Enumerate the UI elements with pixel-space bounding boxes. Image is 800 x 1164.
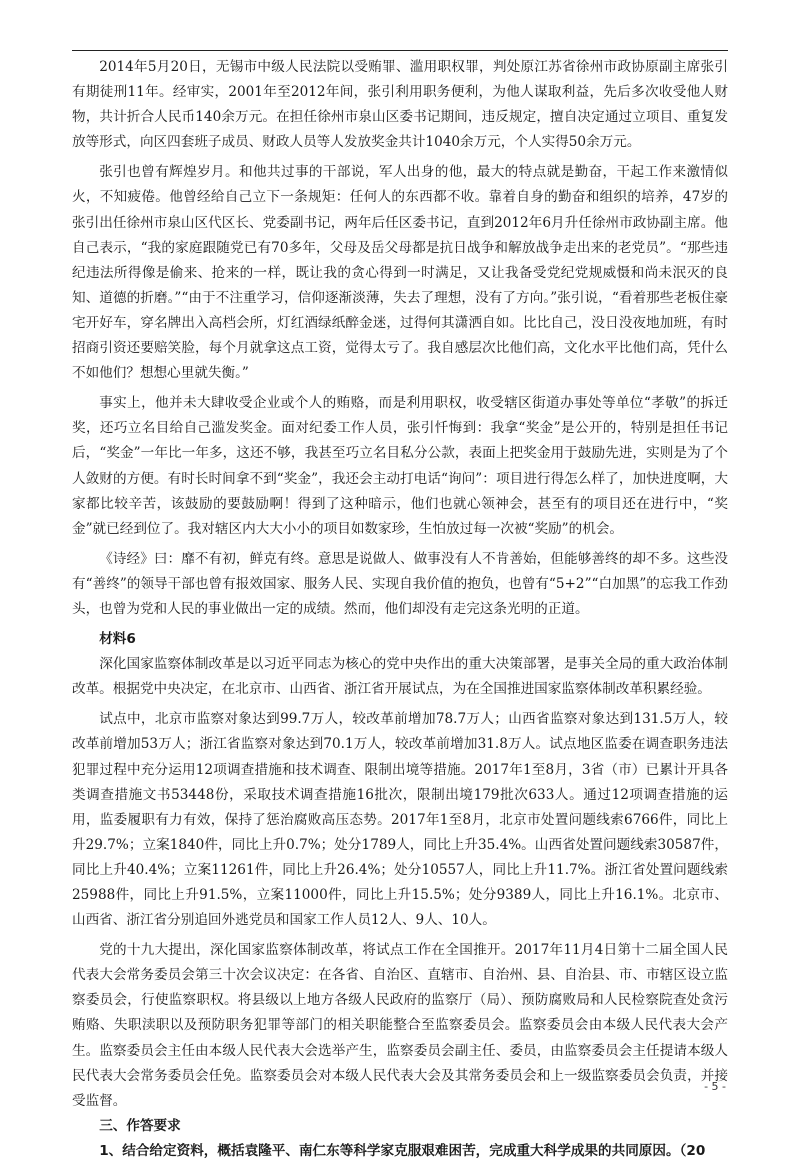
- paragraph-supervision-reform: 深化国家监察体制改革是以习近平同志为核心的党中央作出的重大决策部署，是事关全局的重大政治体制改革。根据党中央决定，在北京市、山西省、浙江省开展试点，为在全国推进国家监察体制改革积累经验。: [72, 656, 728, 698]
- paragraph-zhangyin-background: 张引也曾有辉煌岁月。和他共过事的干部说，军人出身的他，最大的特点就是勤奋，干起工作来激情似火，不知疲倦。他曾经给自己立下一条规矩：任何人的东西都不收。靠着自身的勤奋和组织的培养，47岁的张引出任徐州市泉山区代区长、党委副书记，两年后任区委书记，直到2012年6月升任徐州市政协副主席。他自己表示，“我的家庭跟随党已有70多年，父母及岳父母都是抗日战争和解放战争走出来的老党员”。“那些违纪违法所得像是偷来、抢来的一样，既让我的贪心得到一时满足，又让我备受党纪党规威慑和尚未泯灭的良知、道德的折磨。”“由于不注重学习，信仰逐渐淡薄，失去了理想，没有了方向。”张引说，“看着那些老板住豪宅开好车，穿名牌出入高档会所，灯红酒绿纸醉金迷，过得何其潇洒自如。比比自己，没日没夜地加班，有时招商引资还要赔笑脸，每个月就拿这点工资，觉得太亏了。我自感层次比他们高，文化水平比他们高，凭什么不如他们？想想心里就失衡。”: [72, 164, 728, 382]
- paragraph-shijing-quote: 《诗经》曰：靡不有初，鲜克有终。意思是说做人、做事没有人不肯善始，但能够善终的却不多。这些没有“善终”的领导干部也曾有报效国家、服务人民、实现自我价值的抱负，也曾有“5+2”“白加黑”的忘我工作劲头，也曾为党和人民的事业做出一定的成绩。然而，他们却没有走完这条光明的正道。: [72, 550, 728, 617]
- material-6-heading: 材料6: [99, 631, 136, 648]
- paragraph-zhangyin-bonus: 事实上，他并未大肆收受企业或个人的贿赂，而是利用职权，收受辖区街道办事处等单位“孝敬”的拆迁奖，还巧立名目给自己滥发奖金。面对纪委工作人员，张引忏悔到：我拿“奖金”是公开的，特别是担任书记后，“奖金”一年比一年多，这还不够，我甚至巧立名目私分公款，表面上把奖金用于鼓励先进，实则是为了个人敛财的方便。有时长时间拿不到“奖金”，我还会主动打电话“询问”：项目进行得怎么样了，加快进度啊，大家都比较辛苦，该鼓励的要鼓励啊！得到了这种暗示，他们也就心领神会，甚至有的项目还在进行中，“奖金”就已经到位了。我对辖区内大大小小的项目如数家珍，生怕放过每一次被“奖励”的机会。: [72, 395, 728, 537]
- header-rule: [72, 50, 728, 51]
- question-1: 1、结合给定资料，概括袁隆平、南仁东等科学家克服艰难困苦，完成重大科学成果的共同原因。（20: [99, 1142, 706, 1159]
- paragraph-pilot-statistics: 试点中，北京市监察对象达到99.7万人，较改革前增加78.7万人；山西省监察对象达到131.5万人，较改革前增加53万人；浙江省监察对象达到70.1万人，较改革前增加31.8万人。试点地区监委在调查职务违法犯罪过程中充分运用12项调查措施和技术调查、限制出境等措施。2017年1至8月，3省（市）已累计开具各类调查措施文书53448份，采取技术调查措施16批次，限制出境179批次633人。通过12项调查措施的运用，监委履职有力有效，保持了惩治腐败高压态势。2017年1至8月，北京市处置问题线索6766件，同比上升29.7%；立案1840件，同比上升0.7%；处分1789人，同比上升35.4%。山西省处置问题线索30587件，同比上升40.4%；立案11261件，同比上升26.4%；处分10557人，同比上升11.7%。浙江省处置问题线索25988件，同比上升91.5%，立案11000件，同比上升15.5%；处分9389人，同比上升16.1%。北京市、山西省、浙江省分别追回外逃党员和国家工作人员12人、9人、10人。: [72, 711, 728, 929]
- paragraph-zhangyin-verdict: 2014年5月20日，无锡市中级人民法院以受贿罪、滥用职权罪，判处原江苏省徐州市政协原副主席张引有期徒刑11年。经审实，2001年至2012年间，张引利用职务便利，为他人谋取利益，先后多次收受他人财物，共计折合人民币140余万元。在担任徐州市泉山区委书记期间，违反规定，擅自决定通过立项目、重复发放等形式，向区四套班子成员、财政人员等人发放奖金共计1040余万元，个人实得50余万元。: [72, 59, 728, 151]
- document-body: [72, 55, 728, 1164]
- section-heading-answer-requirements: 三、作答要求: [99, 1117, 181, 1134]
- page-number: - 5 -: [704, 1080, 726, 1093]
- paragraph-nationwide-rollout: 党的十九大提出，深化国家监察体制改革，将试点工作在全国推开。2017年11月4日第十二届全国人民代表大会常务委员会第三十次会议决定：在各省、自治区、直辖市、自治州、县、自治县、市、市辖区设立监察委员会，行使监察职权。将县级以上地方各级人民政府的监察厅（局）、预防腐败局和人民检察院查处贪污贿赂、失职渎职以及预防职务犯罪等部门的相关职能整合至监察委员会。监察委员会由本级人民代表大会产生。监察委员会主任由本级人民代表大会选举产生，监察委员会副主任、委员，由监察委员会主任提请本级人民代表大会常务委员会任免。监察委员会对本级人民代表大会及其常务委员会和上一级监察委员会负责，并接受监督。: [72, 942, 728, 1109]
